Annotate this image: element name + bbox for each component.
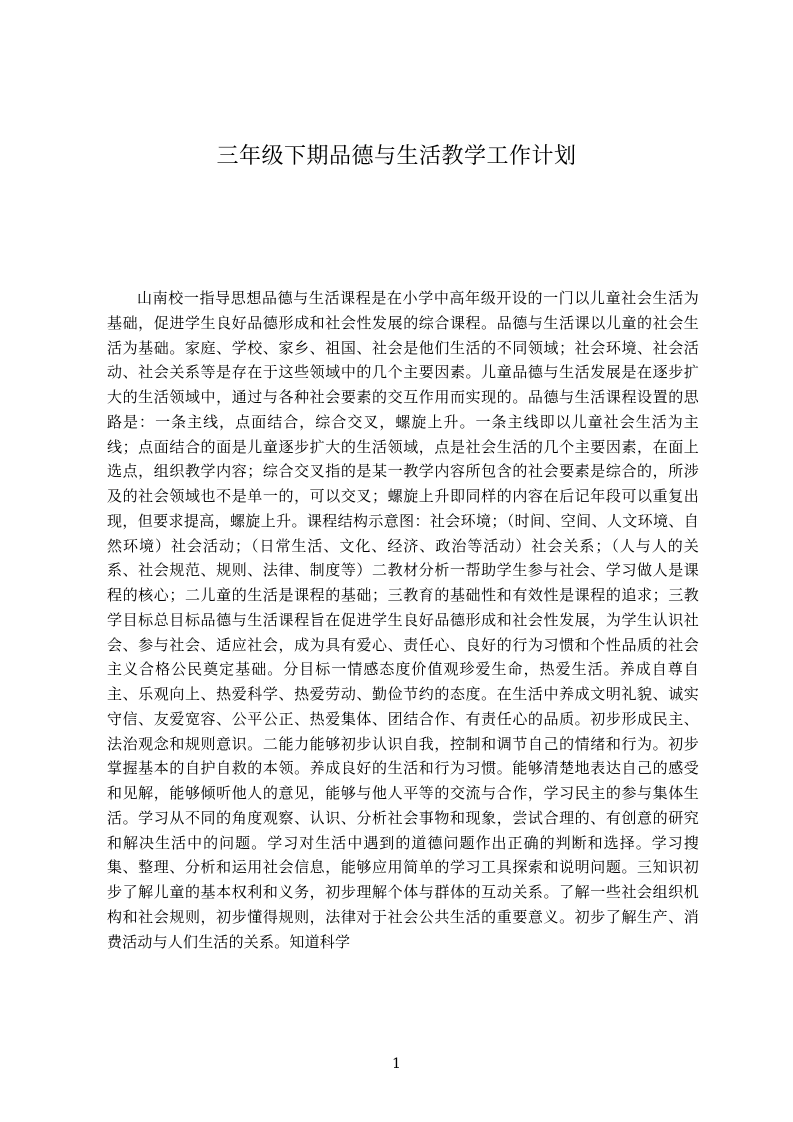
page-number: 1 <box>392 1056 401 1072</box>
document-title: 三年级下期品德与生活教学工作计划 <box>216 144 577 169</box>
body-paragraph: 山南校一指导思想品德与生活课程是在小学中高年级开设的一门以儿童社会生活为基础，促进学生良好品德形成和社会性发展的综合课程。品德与生活课以儿童的社会生活为基础。家庭、学校、家乡、祖国、社会是他们生活的不同领域；社会环境、社会活动、社会关系等是存在于这些领域中的几个主要因素。儿童品德与生活发展是在逐步扩大的生活领域中，通过与各种社会要素的交互作用而实现的。品德与生活课程设置的思路是：一条主线，点面结合，综合交叉，螺旋上升。一条主线即以儿童社会生活为主线；点面结合的面是儿童逐步扩大的生活领域，点是社会生活的几个主要因素，在面上选点，组织教学内容；综合交叉指的是某一教学内容所包含的社会要素是综合的，所涉及的社会领域也不是单一的，可以交叉；螺旋上升即同样的内容在后记年段可以重复出现，但要求提高，螺旋上升。课程结构示意图：社会环境；（时间、空间、人文环境、自然环境）社会活动；（日常生活、文化、经济、政治等活动）社会关系；（人与人的关系、社会规范、规则、法律、制度等）二教材分析一帮助学生参与社会、学习做人是课程的核心；二儿童的生活是课程的基础；三教育的基础性和有效性是课程的追求；三教学目标总目标品德与生活课程旨在促进学生良好品德形成和社会性发展，为学生认识社会、参与社会、适应社会，成为具有爱心、责任心、良好的行为习惯和个性品质的社会主义合格公民奠定基础。分目标一情感态度价值观珍爱生命，热爱生活。养成自尊自主、乐观向上、热爱科学、热爱劳动、勤俭节约的态度。在生活中养成文明礼貌、诚实守信、友爱宽容、公平公正、热爱集体、团结合作、有责任心的品质。初步形成民主、法治观念和规则意识。二能力能够初步认识自我，控制和调节自己的情绪和行为。初步掌握基本的自护自救的本领。养成良好的生活和行为习惯。能够清楚地表达自己的感受和见解，能够倾听他人的意见，能够与他人平等的交流与合作，学习民主的参与集体生活。学习从不同的角度观察、认识、分析社会事物和现象，尝试合理的、有创意的研究和解决生活中的问题。学习对生活中遇到的道德问题作出正确的判断和选择。学习搜集、整理、分析和运用社会信息，能够应用简单的学习工具探索和说明问题。三知识初步了解儿童的基本权利和义务，初步理解个体与群体的互动关系。了解一些社会组织机构和社会规则，初步懂得规则，法律对于社会公共生活的重要意义。初步了解生产、消费活动与人们生活的关系。知道科学 <box>107 289 699 951</box>
